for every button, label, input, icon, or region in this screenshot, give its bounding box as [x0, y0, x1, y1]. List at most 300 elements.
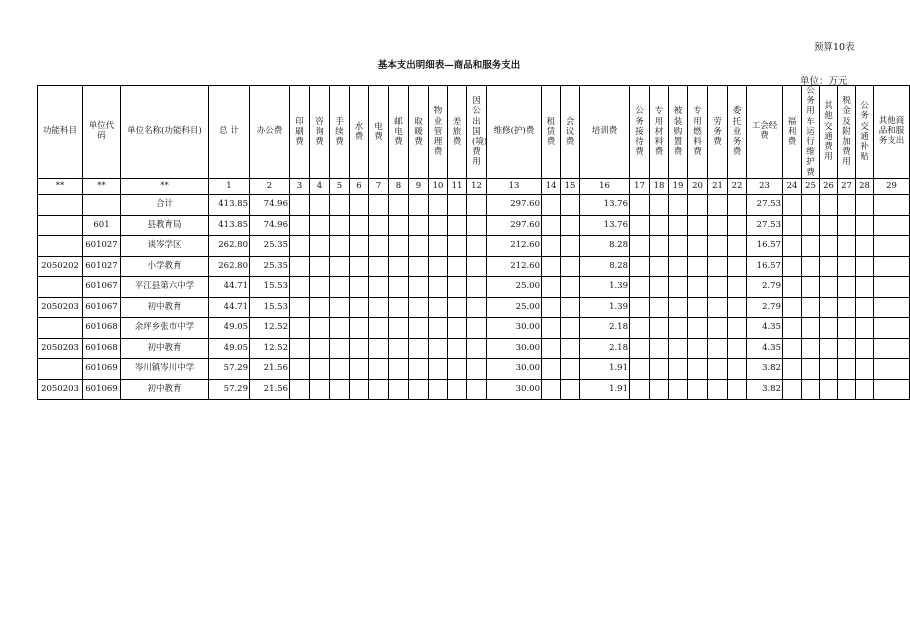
empty-cell: [542, 359, 561, 380]
empty-cell: [650, 297, 669, 318]
empty-cell: [330, 297, 350, 318]
empty-cell: [802, 318, 820, 339]
code-func-cell: 2050203: [38, 338, 83, 359]
header-cell: 会议费: [561, 86, 580, 179]
column-number-cell: 20: [688, 179, 708, 195]
code-func-cell: [38, 236, 83, 257]
empty-cell: [802, 256, 820, 277]
office-cell: 12.52: [250, 318, 290, 339]
empty-cell: [389, 215, 409, 236]
union-cell: 16.57: [747, 236, 783, 257]
empty-cell: [448, 256, 467, 277]
empty-cell: [688, 318, 708, 339]
empty-cell: [728, 195, 747, 216]
union-cell: 4.35: [747, 318, 783, 339]
empty-cell: [708, 338, 728, 359]
empty-cell: [669, 379, 688, 400]
empty-cell: [802, 297, 820, 318]
empty-cell: [838, 338, 856, 359]
header-cell: 水费: [350, 86, 369, 179]
office-cell: 74.96: [250, 195, 290, 216]
training-cell: 8.28: [580, 236, 630, 257]
header-cell: 印刷费: [290, 86, 310, 179]
header-cell: 福利费: [783, 86, 802, 179]
empty-cell: [429, 359, 448, 380]
empty-cell: [630, 215, 650, 236]
name-cell: 小学教育: [121, 256, 209, 277]
empty-cell: [708, 256, 728, 277]
empty-cell: [467, 277, 487, 298]
empty-cell: [369, 256, 389, 277]
empty-cell: [838, 256, 856, 277]
empty-cell: [448, 215, 467, 236]
code-unit-cell: [83, 195, 121, 216]
empty-cell: [290, 318, 310, 339]
empty-cell: [708, 297, 728, 318]
code-func-cell: 2050202: [38, 256, 83, 277]
empty-cell: [448, 338, 467, 359]
column-number-cell: 15: [561, 179, 580, 195]
empty-cell: [330, 256, 350, 277]
code-func-cell: [38, 215, 83, 236]
empty-cell: [783, 195, 802, 216]
training-cell: 2.18: [580, 338, 630, 359]
column-number-cell: 2: [250, 179, 290, 195]
header-cell: 公务用车运行维护费: [802, 86, 820, 179]
empty-cell: [820, 359, 838, 380]
header-cell: 差旅费: [448, 86, 467, 179]
empty-cell: [838, 195, 856, 216]
empty-cell: [389, 338, 409, 359]
empty-cell: [708, 379, 728, 400]
empty-cell: [429, 379, 448, 400]
table-row: [38, 338, 910, 359]
code-unit-cell: 601068: [83, 318, 121, 339]
empty-cell: [688, 215, 708, 236]
total-cell: 413.85: [209, 195, 250, 216]
column-number-cell: 29: [874, 179, 910, 195]
empty-cell: [389, 256, 409, 277]
empty-cell: [369, 379, 389, 400]
empty-cell: [369, 195, 389, 216]
empty-cell: [561, 297, 580, 318]
empty-cell: [874, 379, 910, 400]
empty-cell: [310, 359, 330, 380]
code-func-cell: [38, 195, 83, 216]
form-number: 预算10表: [814, 42, 855, 53]
column-number-cell: 22: [728, 179, 747, 195]
empty-cell: [874, 297, 910, 318]
empty-cell: [330, 379, 350, 400]
empty-cell: [290, 359, 310, 380]
empty-cell: [874, 318, 910, 339]
table-row: [38, 236, 910, 257]
training-cell: 2.18: [580, 318, 630, 339]
empty-cell: [310, 318, 330, 339]
column-number-cell: 7: [369, 179, 389, 195]
empty-cell: [290, 277, 310, 298]
empty-cell: [783, 236, 802, 257]
empty-cell: [820, 215, 838, 236]
header-cell: 功能科目: [38, 86, 83, 179]
empty-cell: [542, 195, 561, 216]
empty-cell: [409, 297, 429, 318]
column-number-cell: 18: [650, 179, 669, 195]
empty-cell: [708, 195, 728, 216]
code-unit-cell: 601068: [83, 338, 121, 359]
empty-cell: [669, 277, 688, 298]
empty-cell: [389, 236, 409, 257]
column-number-cell: 5: [330, 179, 350, 195]
empty-cell: [350, 359, 369, 380]
empty-cell: [330, 318, 350, 339]
table-row: [38, 379, 910, 400]
empty-cell: [467, 318, 487, 339]
empty-cell: [409, 338, 429, 359]
empty-cell: [630, 359, 650, 380]
name-cell: 岑川镇岑川中学: [121, 359, 209, 380]
table-row: [38, 215, 910, 236]
table-row: [38, 297, 910, 318]
empty-cell: [448, 277, 467, 298]
empty-cell: [688, 379, 708, 400]
table-row: [38, 256, 910, 277]
column-number-cell: 27: [838, 179, 856, 195]
empty-cell: [874, 195, 910, 216]
total-cell: 44.71: [209, 277, 250, 298]
empty-cell: [542, 379, 561, 400]
empty-cell: [688, 195, 708, 216]
empty-cell: [448, 195, 467, 216]
repair-cell: 212.60: [487, 236, 542, 257]
empty-cell: [820, 195, 838, 216]
empty-cell: [728, 277, 747, 298]
empty-cell: [409, 236, 429, 257]
empty-cell: [802, 195, 820, 216]
empty-cell: [350, 338, 369, 359]
empty-cell: [688, 297, 708, 318]
empty-cell: [630, 297, 650, 318]
empty-cell: [874, 256, 910, 277]
column-number-cell: 11: [448, 179, 467, 195]
union-cell: 3.82: [747, 379, 783, 400]
empty-cell: [728, 215, 747, 236]
column-number-cell: 9: [409, 179, 429, 195]
empty-cell: [708, 215, 728, 236]
empty-cell: [350, 256, 369, 277]
code-func-cell: [38, 359, 83, 380]
code-func-cell: [38, 277, 83, 298]
empty-cell: [783, 215, 802, 236]
empty-cell: [669, 215, 688, 236]
empty-cell: [429, 215, 448, 236]
table-row: [38, 359, 910, 380]
empty-cell: [350, 379, 369, 400]
total-cell: 49.05: [209, 338, 250, 359]
empty-cell: [650, 215, 669, 236]
code-func-cell: 2050203: [38, 297, 83, 318]
repair-cell: 212.60: [487, 256, 542, 277]
empty-cell: [542, 277, 561, 298]
code-unit-cell: 601069: [83, 359, 121, 380]
empty-cell: [820, 338, 838, 359]
header-cell: 租赁费: [542, 86, 561, 179]
empty-cell: [856, 338, 874, 359]
empty-cell: [448, 318, 467, 339]
name-cell: 县教育局: [121, 215, 209, 236]
empty-cell: [369, 277, 389, 298]
office-cell: 15.53: [250, 297, 290, 318]
empty-cell: [542, 297, 561, 318]
column-number-cell: 25: [802, 179, 820, 195]
empty-cell: [429, 297, 448, 318]
header-cell: 其他交通费用: [820, 86, 838, 179]
empty-cell: [467, 256, 487, 277]
empty-cell: [650, 318, 669, 339]
total-cell: 262.80: [209, 256, 250, 277]
column-number-cell: 26: [820, 179, 838, 195]
empty-cell: [630, 195, 650, 216]
empty-cell: [783, 256, 802, 277]
code-func-cell: [38, 318, 83, 339]
header-cell: 取暖费: [409, 86, 429, 179]
empty-cell: [369, 359, 389, 380]
empty-cell: [409, 195, 429, 216]
name-cell: 初中教育: [121, 297, 209, 318]
name-cell: 余坪乡张市中学: [121, 318, 209, 339]
header-cell: 单位代码: [83, 86, 121, 179]
empty-cell: [650, 379, 669, 400]
code-func-cell: 2050203: [38, 379, 83, 400]
empty-cell: [561, 256, 580, 277]
empty-cell: [290, 338, 310, 359]
header-cell: 物业管理费: [429, 86, 448, 179]
empty-cell: [838, 236, 856, 257]
empty-cell: [310, 379, 330, 400]
code-unit-cell: 601027: [83, 236, 121, 257]
empty-cell: [561, 338, 580, 359]
training-cell: 1.39: [580, 277, 630, 298]
training-cell: 13.76: [580, 195, 630, 216]
empty-cell: [409, 359, 429, 380]
empty-cell: [820, 256, 838, 277]
empty-cell: [874, 215, 910, 236]
page-title: 基本支出明细表—商品和服务支出: [377, 60, 521, 71]
code-unit-cell: 601067: [83, 297, 121, 318]
empty-cell: [542, 318, 561, 339]
empty-cell: [669, 236, 688, 257]
empty-cell: [802, 277, 820, 298]
empty-cell: [389, 297, 409, 318]
empty-cell: [838, 359, 856, 380]
empty-cell: [688, 236, 708, 257]
empty-cell: [310, 338, 330, 359]
empty-cell: [728, 318, 747, 339]
total-cell: 413.85: [209, 215, 250, 236]
header-cell: 咨询费: [310, 86, 330, 179]
empty-cell: [783, 277, 802, 298]
training-cell: 1.91: [580, 379, 630, 400]
column-number-cell: **: [38, 179, 83, 195]
column-number-cell: 1: [209, 179, 250, 195]
empty-cell: [669, 318, 688, 339]
empty-cell: [728, 256, 747, 277]
empty-cell: [369, 236, 389, 257]
name-cell: 初中教育: [121, 379, 209, 400]
empty-cell: [669, 338, 688, 359]
empty-cell: [350, 195, 369, 216]
empty-cell: [369, 297, 389, 318]
header-cell: 被装购置费: [669, 86, 688, 179]
empty-cell: [448, 379, 467, 400]
table-body: [38, 195, 910, 400]
union-cell: 27.53: [747, 195, 783, 216]
empty-cell: [429, 236, 448, 257]
empty-cell: [874, 236, 910, 257]
repair-cell: 25.00: [487, 297, 542, 318]
union-cell: 4.35: [747, 338, 783, 359]
expense-table: [37, 85, 910, 400]
empty-cell: [820, 277, 838, 298]
empty-cell: [728, 338, 747, 359]
empty-cell: [448, 236, 467, 257]
empty-cell: [330, 338, 350, 359]
table-row: [38, 195, 910, 216]
empty-cell: [389, 318, 409, 339]
column-number-cell: 24: [783, 179, 802, 195]
empty-cell: [369, 215, 389, 236]
table-row: [38, 318, 910, 339]
empty-cell: [542, 256, 561, 277]
name-cell: 合计: [121, 195, 209, 216]
union-cell: 27.53: [747, 215, 783, 236]
empty-cell: [350, 297, 369, 318]
empty-cell: [688, 359, 708, 380]
empty-cell: [802, 379, 820, 400]
empty-cell: [409, 256, 429, 277]
empty-cell: [542, 215, 561, 236]
empty-cell: [561, 359, 580, 380]
empty-cell: [650, 256, 669, 277]
empty-cell: [856, 256, 874, 277]
empty-cell: [630, 277, 650, 298]
empty-cell: [650, 195, 669, 216]
header-cell: 公务接待费: [630, 86, 650, 179]
repair-cell: 25.00: [487, 277, 542, 298]
column-number-cell: 14: [542, 179, 561, 195]
empty-cell: [330, 236, 350, 257]
empty-cell: [310, 297, 330, 318]
header-row: [38, 86, 910, 179]
header-cell: 专用燃料费: [688, 86, 708, 179]
empty-cell: [669, 297, 688, 318]
empty-cell: [561, 277, 580, 298]
empty-cell: [290, 215, 310, 236]
column-number-cell: 6: [350, 179, 369, 195]
code-unit-cell: 601069: [83, 379, 121, 400]
empty-cell: [708, 236, 728, 257]
empty-cell: [369, 338, 389, 359]
empty-cell: [630, 256, 650, 277]
empty-cell: [838, 297, 856, 318]
empty-cell: [874, 277, 910, 298]
column-number-row: [38, 179, 910, 195]
empty-cell: [650, 338, 669, 359]
empty-cell: [330, 359, 350, 380]
column-number-cell: 8: [389, 179, 409, 195]
column-number-cell: 19: [669, 179, 688, 195]
empty-cell: [350, 277, 369, 298]
training-cell: 1.91: [580, 359, 630, 380]
header-cell: 单位名称(功能科目): [121, 86, 209, 179]
empty-cell: [310, 256, 330, 277]
empty-cell: [310, 215, 330, 236]
empty-cell: [783, 338, 802, 359]
empty-cell: [820, 236, 838, 257]
empty-cell: [856, 195, 874, 216]
empty-cell: [310, 277, 330, 298]
empty-cell: [429, 256, 448, 277]
empty-cell: [630, 318, 650, 339]
empty-cell: [802, 215, 820, 236]
empty-cell: [542, 236, 561, 257]
header-cell: 劳务费: [708, 86, 728, 179]
column-number-cell: 16: [580, 179, 630, 195]
empty-cell: [838, 277, 856, 298]
name-cell: 平江县第六中学: [121, 277, 209, 298]
office-cell: 25.35: [250, 256, 290, 277]
column-number-cell: 3: [290, 179, 310, 195]
empty-cell: [650, 236, 669, 257]
column-number-cell: 13: [487, 179, 542, 195]
empty-cell: [783, 379, 802, 400]
empty-cell: [708, 318, 728, 339]
total-cell: 44.71: [209, 297, 250, 318]
empty-cell: [409, 215, 429, 236]
code-unit-cell: 601: [83, 215, 121, 236]
empty-cell: [350, 215, 369, 236]
empty-cell: [820, 379, 838, 400]
training-cell: 13.76: [580, 215, 630, 236]
code-unit-cell: 601067: [83, 277, 121, 298]
empty-cell: [874, 359, 910, 380]
empty-cell: [542, 338, 561, 359]
empty-cell: [409, 277, 429, 298]
empty-cell: [856, 359, 874, 380]
column-number-cell: 23: [747, 179, 783, 195]
header-cell: 其他商品和服务支出: [874, 86, 910, 179]
empty-cell: [783, 297, 802, 318]
total-cell: 262.80: [209, 236, 250, 257]
empty-cell: [728, 236, 747, 257]
header-cell: 办公费: [250, 86, 290, 179]
empty-cell: [561, 318, 580, 339]
empty-cell: [561, 215, 580, 236]
header-cell: 培训费: [580, 86, 630, 179]
empty-cell: [467, 236, 487, 257]
empty-cell: [630, 338, 650, 359]
office-cell: 74.96: [250, 215, 290, 236]
empty-cell: [820, 318, 838, 339]
header-cell: 维修(护)费: [487, 86, 542, 179]
empty-cell: [688, 277, 708, 298]
column-number-cell: 4: [310, 179, 330, 195]
header-cell: 公务交通补贴: [856, 86, 874, 179]
empty-cell: [429, 318, 448, 339]
office-cell: 12.52: [250, 338, 290, 359]
empty-cell: [467, 215, 487, 236]
empty-cell: [290, 236, 310, 257]
